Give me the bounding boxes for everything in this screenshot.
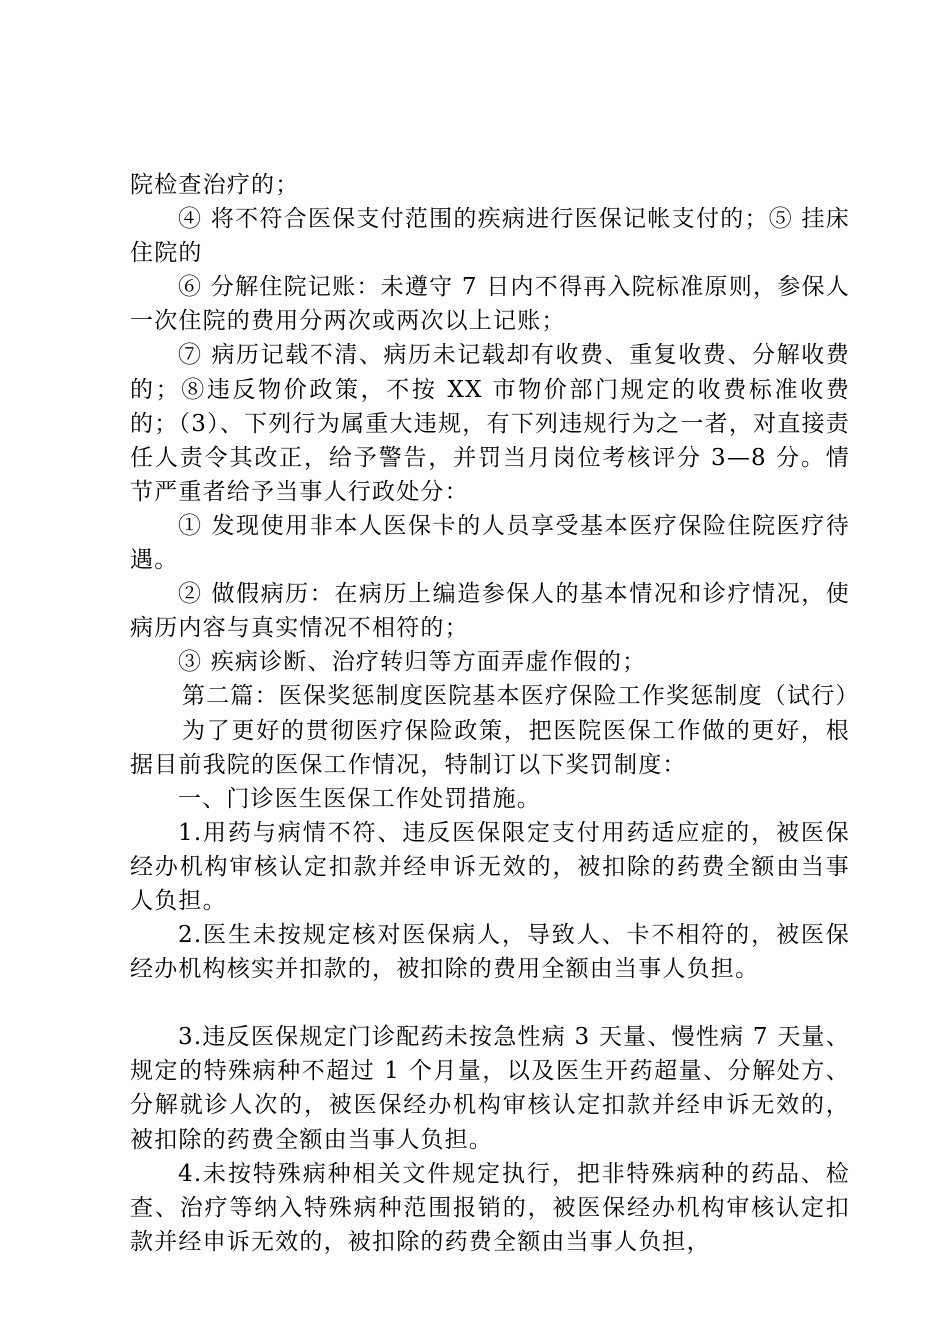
paragraph: 2.医生未按规定核对医保病人，导致人、卡不相符的，被医保经办机构核实并扣款的，被扣除的费用全额由当事人负担。 [130, 922, 850, 983]
paragraph: ① 发现使用非本人医保卡的人员享受基本医疗保险住院医疗待遇。 [130, 512, 850, 574]
paragraph: ⑦ 病历记载不清、病历未记载却有收费、重复收费、分解收费的；⑧违反物价政策，不按 XX 市物价部门规定的收费标准收费的；（3）、下列行为属重大违规，有下列违规行为之一者，对直接责任人责令其改正，给予警告，并罚当月岗位考核评分 3—8 分。情节严重者给予当事人行政处分： [130, 342, 850, 505]
paragraph: ② 做假病历：在病历上编造参保人的基本情况和诊疗情况，使病历内容与真实情况不相符的； [130, 581, 850, 642]
paragraph: ⑥ 分解住院记账：未遵守 7 日内不得再入院标准原则，参保人一次住院的费用分两次或两次以上记账； [130, 274, 850, 335]
section-title: 第二篇：医保奖惩制度医院基本医疗保险工作奖惩制度（试行） [182, 683, 860, 710]
paragraph: 4.未按特殊病种相关文件规定执行，把非特殊病种的药品、检查、治疗等纳入特殊病种范围报销的，被医保经办机构审核认定扣款并经申诉无效的，被扣除的药费全额由当事人负担， [130, 1160, 850, 1255]
paragraph: 3.违反医保规定门诊配药未按急性病 3 天量、慢性病 7 天量、规定的特殊病种不超过 1 个月量，以及医生开药超量、分解处方、分解就诊人次的，被医保经办机构审核认定扣款并经申诉无效的，被扣除的药费全额由当事人负担。 [130, 1024, 850, 1153]
document-body [130, 168, 860, 1259]
paragraph: ④ 将不符合医保支付范围的疾病进行医保记帐支付的；⑤ 挂床住院的 [130, 206, 850, 267]
section-heading: 一、门诊医生医保工作处罚措施。 [178, 785, 541, 812]
paragraph: 为了更好的贯彻医疗保险政策，把医院医保工作做的更好，根据目前我院的医保工作情况，特制订以下奖罚制度： [130, 717, 850, 778]
paragraph: ③ 疾病诊断、治疗转归等方面弄虚作假的； [178, 649, 647, 676]
paragraph: 1.用药与病情不符、违反医保限定支付用药适应症的，被医保经办机构审核认定扣款并经申诉无效的，被扣除的药费全额由当事人负担。 [130, 819, 850, 914]
paragraph: 院检查治疗的； [130, 172, 300, 198]
blank-line [130, 986, 850, 1020]
